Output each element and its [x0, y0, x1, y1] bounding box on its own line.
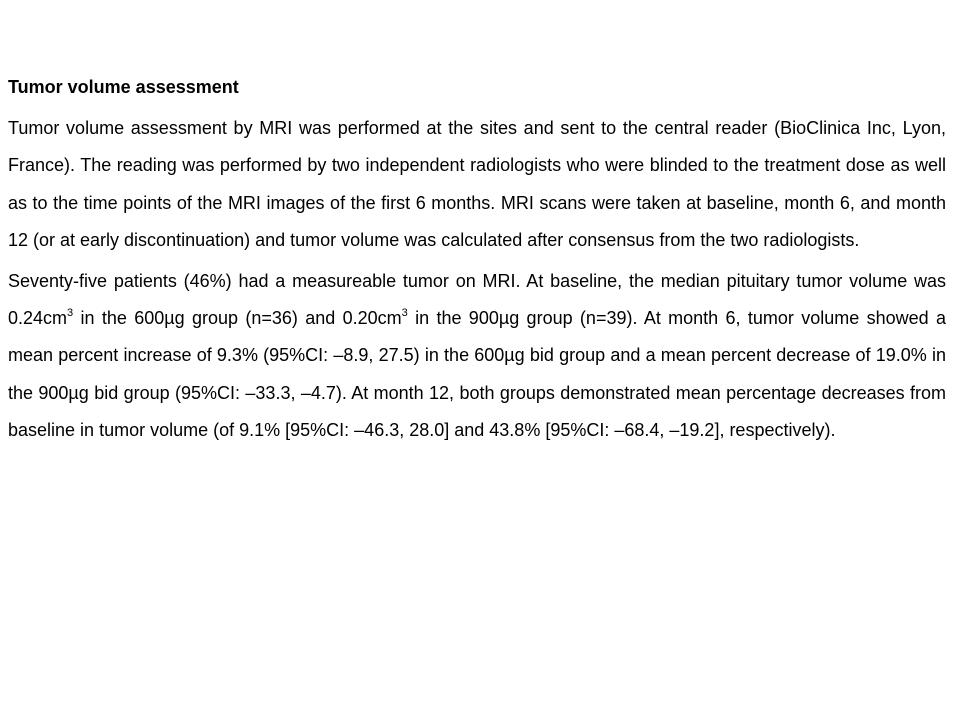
superscript-cubed-1: 3 — [67, 307, 74, 320]
paragraph-results — [8, 263, 946, 450]
results-text-part3: in the 900µg group (n=39). At month 6, tumor volume showed a mean percent increase of 9.3% (95%CI: –8.9, 27.5) in the 600µg bid group and a mean percent decrease of 19.0% in the 900µg bid group (95%CI: –33.3, –4.7). At month 12, both groups demonstrated mean percentage decreases from baseline in tumor volume (of 9.1% [95%CI: –46.3, 28.0] and 43.8% [95%CI: –68.4, –19.2], respectively). — [8, 308, 946, 441]
section-heading: Tumor volume assessment — [8, 77, 239, 97]
document-page — [8, 74, 946, 453]
paragraph-methods: Tumor volume assessment by MRI was performed at the sites and sent to the central reader (BioClinica Inc, Lyon, France). The reading was performed by two independent radiologists who were blinded to the treatment dose as well as to the time points of the MRI images of the first 6 months. MRI scans were taken at baseline, month 6, and month 12 (or at early discontinuation) and tumor volume was calculated after consensus from the two radiologists. — [8, 118, 946, 251]
results-text-part2: in the 600µg group (n=36) and 0.20cm — [73, 308, 402, 329]
results-text-part1: Seventy-five patients (46%) had a measureable tumor on MRI. At baseline, the median pituitary tumor volume was 0.24cm — [8, 270, 946, 329]
superscript-cubed-2: 3 — [401, 307, 408, 320]
